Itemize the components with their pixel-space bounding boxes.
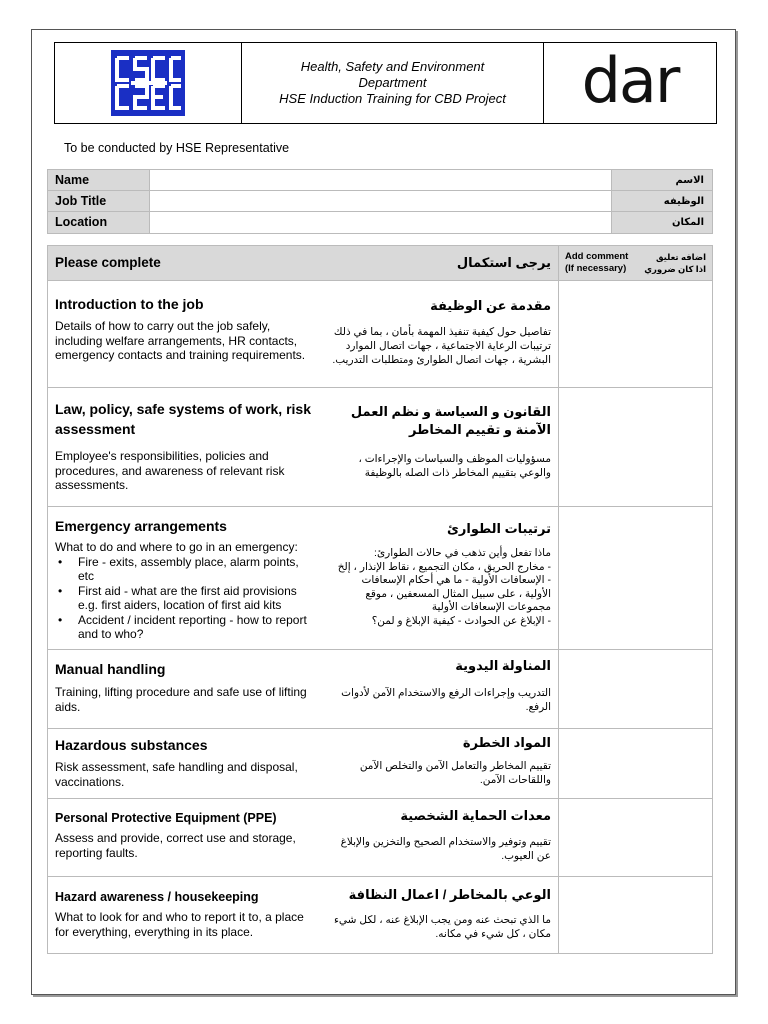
section-description: What to look for and who to report it to, a place for everything, everything in its place. [55,910,304,939]
section-description-ar: مسؤوليات الموظف والسياسات والإجراءات ، والوعي بتقييم المخاطر ذات الصله بالوظيفة [358,453,551,479]
section-description: Risk assessment, safe handling and disposal, vaccinations. [55,760,298,789]
comment-cell[interactable] [558,388,712,506]
list-item-ar: ماذا تفعل وأين تذهب في حالات الطوارئ: [374,547,551,559]
section-title: Introduction to the job [55,296,204,312]
employee-info-table [47,169,713,234]
header-title [242,43,544,123]
info-label-job-title: Job Title [48,191,150,211]
dar-logo-icon [578,54,682,112]
table-row [48,729,712,799]
bullet-list [55,555,313,642]
info-label-name-ar: الاسم [612,170,712,190]
section-description: Employee's responsibilities, policies and procedures, and awareness of relevant risk assessments. [55,449,285,492]
header-comment-en [565,251,628,280]
section-title: Manual handling [55,661,166,677]
comment-label-ar-line-1: اضافه تعليق [656,252,706,262]
table-row [48,507,712,650]
comment-cell[interactable] [558,507,712,649]
section-description-ar [327,547,551,628]
name-field[interactable] [150,170,612,190]
header-title-line-2: Department [358,75,427,90]
table-row [48,650,712,729]
section-title-ar: مقدمة عن الوظيفة [430,298,551,313]
section-description: Details of how to carry out the job safely, including welfare arrangements, HR contacts, emergency contacts and training requirements. [55,319,306,362]
comment-label-line-2: (If necessary) [565,263,627,274]
section-title: Hazard awareness / housekeeping [55,890,259,904]
table-row [48,281,712,388]
section-description-ar: تفاصيل حول كيفية تنفيذ المهمة بأمان ، بما في ذلك ترتيبات الرعاية الاجتماعية ، جهات اتصال الموارد البشرية ، جهات اتصال الطوارئ ومتطلبات التدريب. [332,326,551,366]
list-item-ar: - مخارج الحريق ، مكان التجميع ، نقاط الإنذار ، إلخ [337,560,551,573]
comment-cell[interactable] [558,799,712,876]
list-item-ar: مجموعات الإسعافات الأولية [431,601,551,613]
comment-cell[interactable] [558,281,712,387]
list-item-ar: الأولية ، على سبيل المثال المسعفين ، موقع [365,587,551,600]
svg-text:CSCEC: CSCEC [148,115,152,116]
section-description-ar: ما الذي تبحث عنه ومن يجب الإبلاغ عنه ، لكل شيء مكان ، كل شيء في مكانه. [333,914,551,940]
location-field[interactable] [150,212,612,233]
conducted-by-note: To be conducted by HSE Representative [64,141,290,155]
comment-label-ar-line-2: اذا كان ضروري [644,264,706,274]
comment-cell[interactable] [558,729,712,798]
info-row-location [48,212,712,233]
header-please-complete-ar: يرجى استكمال [456,255,551,270]
header-comment [558,246,712,280]
info-row-name [48,170,712,191]
section-description: Assess and provide, correct use and storage, reporting faults. [55,831,296,860]
info-label-job-title-ar: الوظيفه [612,191,712,211]
section-description: Training, lifting procedure and safe use of lifting aids. [55,685,307,714]
table-row [48,388,712,507]
info-row-job-title [48,191,712,212]
info-label-name: Name [48,170,150,190]
section-title-ar: المناولة اليدوية [455,658,551,673]
table-header-row [48,246,712,281]
table-row [48,799,712,877]
section-intro-text: What to do and where to go in an emergency: [55,540,298,554]
document-header [54,42,717,124]
comment-cell[interactable] [558,650,712,728]
list-item-ar: - الإبلاغ عن الحوادث - كيفية الإبلاغ و لمن؟ [371,614,551,627]
list-item: • First aid - what are the first aid provisions e.g. first aiders, location of first aid kits [55,584,313,613]
info-label-location-ar: المكان [612,212,712,233]
section-description-ar: تقييم المخاطر والتعامل الآمن والتخلص الآمن واللقاحات الآمن. [359,760,551,786]
section-title-ar: القانون و السياسة و نظم العمل الآمنة و تقييم المخاطر [350,404,551,437]
header-title-line-3: HSE Induction Training for CBD Project [279,91,506,106]
dar-logo [544,43,716,123]
section-title: Emergency arrangements [55,518,227,534]
section-title: Hazardous substances [55,737,208,753]
header-comment-ar [644,251,706,280]
list-item: • Fire - exits, assembly place, alarm points, etc [55,555,313,584]
section-title: Personal Protective Equipment (PPE) [55,811,277,825]
table-row [48,877,712,953]
induction-checklist-table [47,245,713,954]
section-description-ar: تقييم وتوفير والاستخدام الصحيح والتخزين والإبلاغ عن العيوب. [340,836,551,862]
header-title-line-1: Health, Safety and Environment [300,59,485,74]
job-title-field[interactable] [150,191,612,211]
section-title: Law, policy, safe systems of work, risk assessment [55,401,311,437]
list-item: • Accident / incident reporting - how to report and to who? [55,613,313,642]
section-description [55,540,313,642]
comment-label-line-1: Add comment [565,251,629,262]
svg-text:dar: dar [581,54,679,112]
section-title-ar: ترتيبات الطوارئ [446,521,551,536]
company-logo [55,43,242,123]
cscec-logo-icon [111,50,185,116]
section-title-ar: معدات الحماية الشخصية [400,808,551,823]
header-please-complete: Please complete [55,255,161,270]
section-description-ar: التدريب وإجراءات الرفع والاستخدام الآمن لأدوات الرفع. [341,687,551,713]
comment-cell[interactable] [558,877,712,953]
section-title-ar: المواد الخطرة [462,735,551,750]
list-item-ar: - الإسعافات الأولية - ما هي أحكام الإسعافات [361,574,551,586]
section-title-ar: الوعي بالمخاطر / اعمال النظافة [348,887,551,902]
info-label-location: Location [48,212,150,233]
